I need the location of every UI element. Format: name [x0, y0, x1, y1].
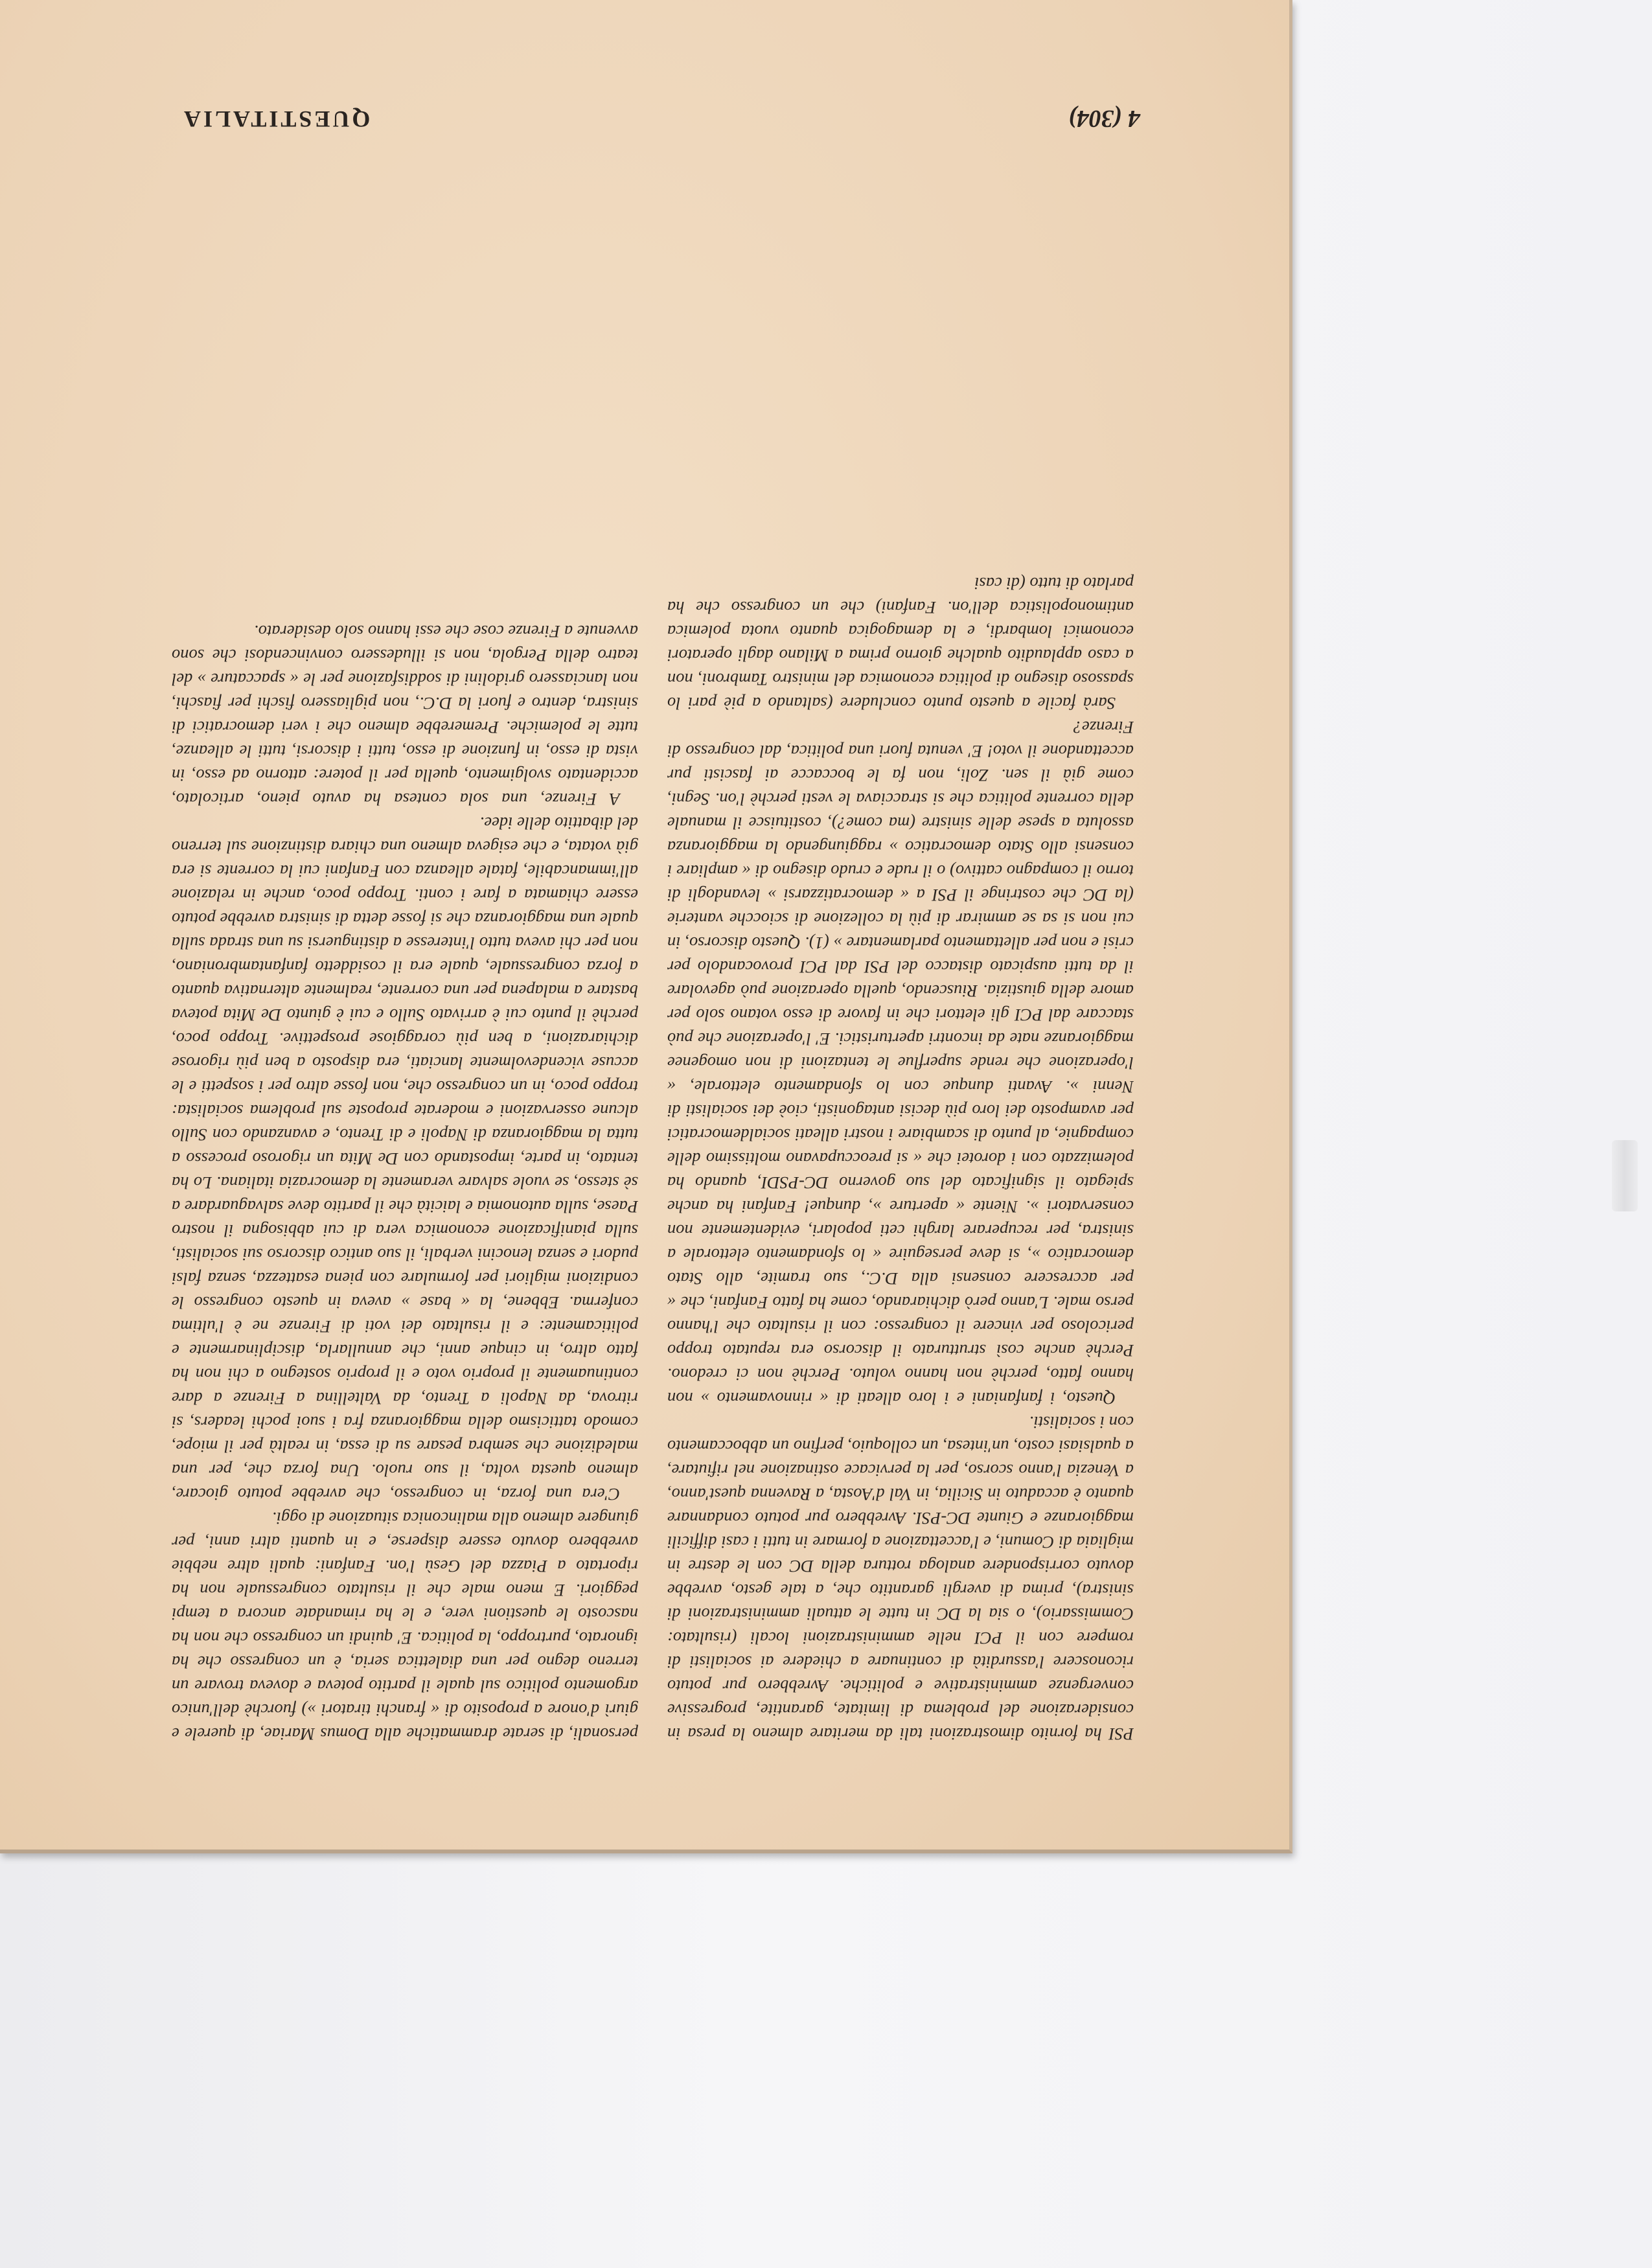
text-column-left	[667, 146, 1134, 1746]
paragraph: C'era una forza, in congresso, che avrebbe potuto giocare, almeno questa volta, il suo ruolo. Una forza che, per una maledizione che sembra pesare su di essa, in realtà per il miope, comodo tatticismo della maggioranza fra i suoi pochi leaders, si ritrova, da Napoli a Trento, da Valtellina a Firenze a dare continuamente il proprio voto e il proprio sostegno a chi non ha fatto altro, in cinque anni, che annullarla, disciplinarmente e politicamente: e il risultato dei voti di Firenze ne è l'ultima conferma. Ebbene, la « base » aveva in questo congresso le condizioni migliori per formulare con piena esattezza, senza falsi pudori e senza lenocini verbali, il suo antico discorso sui socialisti, sulla pianificazione economica vera di cui abbisogna il nostro Paese, sulla autonomia e laicità che il partito deve salvaguardare a sè stesso, se vuole salvare veramente la democrazia italiana. Lo ha tentato, in parte, impostando con De Mita un rigoroso processo a tutta la maggioranza di Napoli e di Trento, e avanzando con Sullo alcune osservazioni e moderate proposte sul problema socialista: troppo poco, in un congresso che, non fosse altro per i sospetti e le accuse vicendevolmente lanciati, era disposto a ben più rigorose dichiarazioni, a ben più coraggiose prospettive. Troppo poco, perchè il punto cui è arrivato Sullo e cui è giunto De Mita poteva bastare a malapena per una corrente, realmente alternativa quanto a forza congressuale, quale era il cosiddetto fanfantambroniano, non per chi aveva tutto l'interesse a distinguersi su una strada sulla quale una maggioranza che si fosse detta di sinistra avrebbe potuto essere chiamata a fare i conti. Troppo poco, anche in relazione all'immancabile, fatale alleanza con Fanfani cui la corrente si era già votata, e che esigeva almeno una chiara distinzione sul terreno del dibattito delle idee.	[172, 814, 638, 1504]
paragraph: PSI ha fornito dimostrazioni tali da meritare almeno la presa in considerazione del problema di limitate, garantite, progressive convergenze amministrative e politiche. Avrebbero pur potuto riconoscere l'assurdità di continuare a chiedere ai socialisti di rompere con il PCI nelle amministrazioni locali (risultato: Commissario), o sia la DC in tutte le attuali amministrazioni di sinistra), prima di avergli garantito che, a tale gesto, avrebbe dovuto corrispondere analoga rottura della DC con le destre in migliaia di Comuni, e l'accettazione a formare in tutti i casi difficili maggioranze e Giunte DC-PSI. Avrebbero pur potuto condannare quanto è accaduto in Sicilia, in Val d'Aosta, a Ravenna quest'anno, a Venezia l'anno scorso, per la pervicace ostinazione nel rifiutare, a qualsiasi costo, un'intesa, un colloquio, perfino un abboccamento con i socialisti.	[667, 1413, 1134, 1744]
paragraph: A Firenze, una sola contesa ha avuto pieno, articolato, accidentato svolgimento, quella per il potere: attorno ad esso, in vista di esso, in funzione di esso, tutti i discorsi, tutti le alleanze, tutte le polemiche. Premerebbe almeno che i veri democratici di sinistra, dentro e fuori la D.C., non pigliassero fischi per fiaschi, non lanciassero gridolini di soddisfazione per le « spaccature » del teatro della Pergola, non si illudessero convincendosi che sono avvenute a Firenze cose che essi hanno solo desiderato.	[172, 622, 638, 809]
paragraph: Sarà facile a questo punto concludere (saltando a piè pari lo spassoso disegno di politica economica del ministro Tambroni, non a caso applaudito qualche giorno prima a Milano dagli operatori economici lombardi, e la demagogica quanto vuota polemica antimonopolistica dell'on. Fanfani) che un congresso che ha parlato di tutto (di casi	[667, 574, 1134, 713]
paragraph: personali, di serate drammatiche alla Domus Mariae, di querele e giurì d'onore a proposito di « franchi tiratori ») fuorchè dell'unico argomento politico sul quale il partito poteva e doveva trovare un terreno degno per una dialettica seria, è un congresso che ha ignorato, purtroppo, la politica. E' quindi un congresso che non ha nascosto le questioni vere, e le ha rimandate ancora a tempi peggiori. E meno male che il risultato congressuale non ha riportato a Piazza del Gesù l'on. Fanfani: quali altre nebbie avrebbero dovuto essere disperse, e in quanti altri anni, per giungere almeno alla malinconica situazione di oggi.	[172, 1509, 638, 1744]
paragraph: Questo, i fanfaniani e i loro alleati di « rinnovamento » non hanno fatto, perchè non hanno voluto. Perchè non ci credono. Perchè anche così strutturato il discorso era reputato troppo pericoloso per vincere il congresso: con il risultato che l'hanno perso male. L'anno però dichiarando, come ha fatto Fanfani, che « per accrescere consensi alla D.C., suo tramite, allo Stato democratico », si deve perseguire « lo sfondamento elettorale a sinistra, per recuperare larghi ceti popolari, evidentemente non conservatori ». Niente « aperture », dunque! Fanfani ha anche spiegato il significato del suo governo DC-PSDI, quando ha polemizzato con i dorotei che « si preoccupavano moltissimo delle compagnie, al punto di scambiare i nostri alleati socialdemocratici per avamposto dei loro più decisi antagonisti, cioè dei socialisti di Nenni ». Avanti dunque con lo sfondamento elettorale, « l'operazione che rende superflue le tentazioni di non omogenee maggioranze nate da incontri aperturistici. E' l'operazione che può staccare dal PCI gli elettori che in favore di esso votano solo per amore della giustizia. Riuscendo, quella operazione può agevolare il da tutti auspicato distacco del PSI dal PCI provocandolo per crisi e non per allettamento parlamentare » (1). Questo discorso, in cui non si sa se ammirar di più la collezione di sciocche vanterie (la DC che costringe il PSI a « democratizzarsi » levandogli di torno il compagno cattivo) o il rude e crudo disegno di « ampliare i consensi allo Stato democratico » raggiungendo la maggioranza assoluta a spese delle sinistre (ma come?), costituisce il manuale della corrente politica che si stracciava le vesti perchè l'on. Segni, come già il sen. Zoli, non fa le boccacce ai fascisti pur accettandone il voto! E' venuta fuori una politica, dal congresso di Firenze?	[667, 718, 1134, 1408]
journal-title: QUESTITALIA	[181, 106, 371, 132]
text-column-right	[172, 146, 638, 1746]
page-header	[181, 94, 1140, 133]
page-number: 4 (304)	[1068, 105, 1140, 132]
scanner-edge-artifact	[1612, 1140, 1638, 1211]
